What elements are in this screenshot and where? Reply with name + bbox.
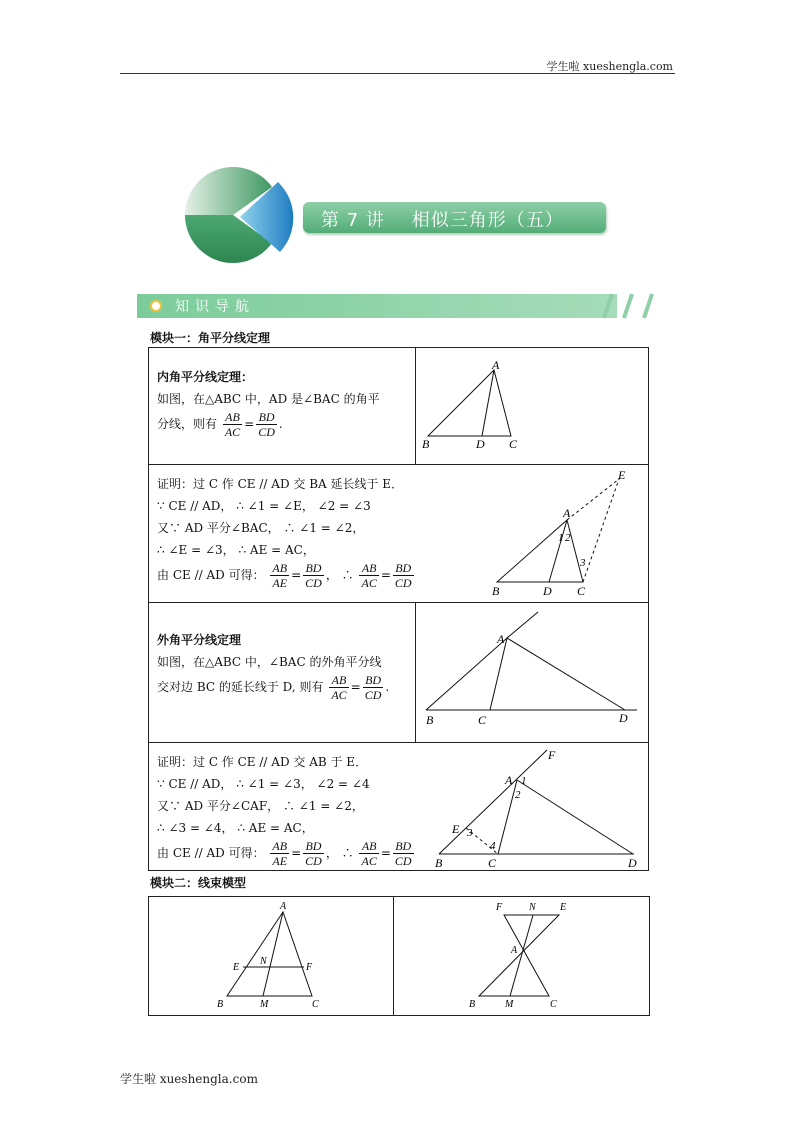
- label-A: A: [497, 632, 505, 646]
- frac-num: AB: [359, 561, 378, 576]
- angle-1: 1: [558, 532, 564, 544]
- label-F: F: [496, 902, 503, 913]
- line-bundle-figure-2: [394, 897, 649, 1011]
- outer-proof-line1: 证明：过 C 作 CE // AD 交 AB 于 E．: [157, 755, 368, 769]
- inner-theorem-line1: 如图，在△ABC 中，AD 是∠BAC 的角平: [157, 392, 380, 406]
- label-D: D: [628, 856, 637, 870]
- outer-proof-line4: ∴ ∠3 = ∠4， ∴ AE = AC，: [157, 821, 314, 835]
- nav-bullet-icon: [150, 300, 162, 312]
- label-B: B: [492, 584, 500, 598]
- angle-3: 3: [467, 827, 473, 839]
- outer-proof-line5: 由 CE // AD 可得：: [157, 846, 265, 860]
- outer-theorem-title: 外角平分线定理: [157, 633, 242, 647]
- frac-den: CD: [258, 425, 275, 439]
- frac-num: BD: [393, 839, 414, 854]
- label-B: B: [217, 999, 224, 1010]
- inner-proof-line1: 证明：过 C 作 CE // AD 交 BA 延长线于 E．: [157, 477, 404, 491]
- inner-theorem-title: 内角平分线定理：: [157, 370, 254, 384]
- module1-table: [148, 347, 649, 871]
- frac-den: AE: [272, 576, 288, 590]
- line-bundle-figure-1: [149, 897, 393, 1011]
- outer-theorem-line2: 交对边 BC 的延长线于 D, 则有: [157, 680, 324, 694]
- label-C: C: [509, 437, 518, 451]
- inner-proof-line4: ∴ ∠E = ∠3， ∴ AE = AC，: [157, 543, 315, 557]
- frac-num: AB: [329, 673, 348, 688]
- inner-proof-figure: [484, 467, 648, 601]
- lecture-title-bar: [303, 202, 606, 233]
- frac-den: AC: [331, 688, 347, 702]
- label-F: F: [306, 962, 313, 973]
- frac-den: CD: [394, 854, 412, 868]
- label-N: N: [260, 956, 267, 967]
- angle-4: 4: [490, 840, 496, 852]
- therefore-symbol: ∴: [341, 846, 354, 860]
- label-N: N: [529, 902, 536, 913]
- header-site: 学生啦 xueshengla.com: [546, 60, 673, 73]
- outer-theorem-line1: 如图，在△ABC 中，∠BAC 的外角平分线: [157, 655, 382, 669]
- inner-bisector-figure: [416, 348, 648, 460]
- header-divider: [120, 73, 675, 74]
- knowledge-nav-bar: [137, 294, 617, 318]
- label-B: B: [422, 437, 430, 451]
- frac-num: BD: [363, 673, 384, 688]
- frac-den: CD: [394, 576, 412, 590]
- therefore-symbol: ∴: [341, 568, 354, 582]
- angle-3: 3: [580, 557, 586, 569]
- frac-num: BD: [256, 410, 277, 425]
- outer-theorem-figure-cell: [416, 603, 649, 743]
- outer-proof-line3: 又∵ AD 平分∠CAF， ∴ ∠1 = ∠2，: [157, 799, 364, 813]
- line-bundle-fig2-cell: [394, 897, 650, 1016]
- label-A: A: [511, 945, 518, 956]
- inner-proof-line2: ∵ CE // AD， ∴ ∠1 = ∠E， ∠2 = ∠3: [157, 499, 371, 513]
- frac-den: CD: [364, 688, 382, 702]
- outer-theorem-cell: 外角平分线定理 如图，在△ABC 中，∠BAC 的外角平分线 交对边 BC 的延长线于 D, 则有 $\frac{AB}{AC}$ = $\frac{BD}{CD}$ .: [149, 603, 416, 743]
- module2-table: [148, 896, 650, 1016]
- label-A: A: [280, 901, 287, 912]
- label-M: M: [260, 999, 269, 1010]
- outer-proof-figure: [429, 745, 649, 870]
- nav-label: 知识导航: [175, 299, 255, 315]
- frac-num: AB: [272, 839, 288, 853]
- angle-2: 2: [565, 532, 571, 544]
- frac-num: AB: [359, 839, 378, 854]
- inner-proof-line3: 又∵ AD 平分∠BAC， ∴ ∠1 = ∠2，: [157, 521, 365, 535]
- inner-proof-cell: 证明：过 C 作 CE // AD 交 BA 延长线于 E． ∵ CE // AD， ∴ ∠1 = ∠E， ∠2 = ∠3 又∵ AD 平分∠BAC， ∴ ∠1 = ∠2， ∴ ∠E = ∠3， ∴ AE = AC， 由 CE // AD 可得： $\frac{AB}{AE}$ = $\frac{BD}{CD}$ ， ∴ $\frac{AB}{AC}$ = $\frac{BD}{CD}$ E A 1 2 3 B D C: [149, 465, 649, 603]
- frac-num: AB: [272, 561, 288, 575]
- label-C: C: [488, 856, 497, 870]
- label-E: E: [233, 962, 240, 973]
- frac-den: AE: [272, 854, 288, 868]
- frac-den: CD: [305, 576, 322, 590]
- label-D: D: [543, 584, 552, 598]
- angle-1: 1: [521, 775, 527, 787]
- label-B: B: [435, 856, 443, 870]
- label-E: E: [618, 468, 626, 482]
- line-bundle-fig1-cell: [149, 897, 394, 1016]
- label-A: A: [492, 358, 500, 372]
- label-C: C: [550, 999, 557, 1010]
- label-D: D: [476, 437, 485, 451]
- label-C: C: [478, 713, 487, 727]
- label-M: M: [505, 999, 514, 1010]
- label-A: A: [563, 506, 571, 520]
- label-C: C: [312, 999, 319, 1010]
- outer-proof-cell: 证明：过 C 作 CE // AD 交 AB 于 E． ∵ CE // AD， ∴ ∠1 = ∠3， ∠2 = ∠4 又∵ AD 平分∠CAF， ∴ ∠1 = ∠2， ∴ ∠3 = ∠4， ∴ AE = AC， 由 CE // AD 可得： $\frac{AB}{AE}$ = $\frac{BD}{CD}$ ， ∴ $\frac{AB}{AC}$ = $\frac{BD}{CD}$ F A 1 2 E 3 4 B C D: [149, 743, 649, 871]
- outer-proof-line2: ∵ CE // AD， ∴ ∠1 = ∠3， ∠2 = ∠4: [157, 777, 370, 791]
- frac-num: BD: [303, 839, 324, 854]
- inner-theorem-cell: 内角平分线定理： 如图，在△ABC 中，AD 是∠BAC 的角平 分线，则有 $\frac{AB}{AC}$ = $\frac{BD}{CD}$ .: [149, 348, 416, 465]
- label-E: E: [560, 902, 567, 913]
- label-D: D: [619, 711, 628, 725]
- pie-logo: [180, 162, 305, 274]
- frac-den: AC: [361, 576, 377, 590]
- module2-heading: 模块二：线束模型: [150, 876, 247, 890]
- frac-num: AB: [223, 410, 242, 425]
- frac-den: AC: [361, 854, 377, 868]
- frac-num: BD: [303, 561, 324, 576]
- label-C: C: [577, 584, 586, 598]
- lecture-number: 第 7 讲: [321, 210, 385, 231]
- inner-proof-line5: 由 CE // AD 可得：: [157, 568, 265, 582]
- label-A: A: [505, 773, 513, 787]
- footer-site: 学生啦 xueshengla.com: [120, 1072, 258, 1086]
- lecture-topic: 相似三角形（五）: [411, 210, 564, 231]
- frac-num: BD: [393, 561, 414, 576]
- inner-theorem-line2: 分线，则有: [157, 417, 218, 431]
- label-E: E: [452, 822, 460, 836]
- inner-theorem-figure-cell: [416, 348, 649, 465]
- nav-slash-decoration: [598, 292, 660, 320]
- label-F: F: [548, 748, 556, 762]
- outer-bisector-figure: [416, 603, 648, 738]
- frac-den: CD: [305, 854, 322, 868]
- label-B: B: [426, 713, 434, 727]
- label-B: B: [469, 999, 476, 1010]
- angle-2: 2: [515, 789, 521, 801]
- frac-den: AC: [224, 425, 241, 439]
- module1-heading: 模块一：角平分线定理: [150, 331, 271, 345]
